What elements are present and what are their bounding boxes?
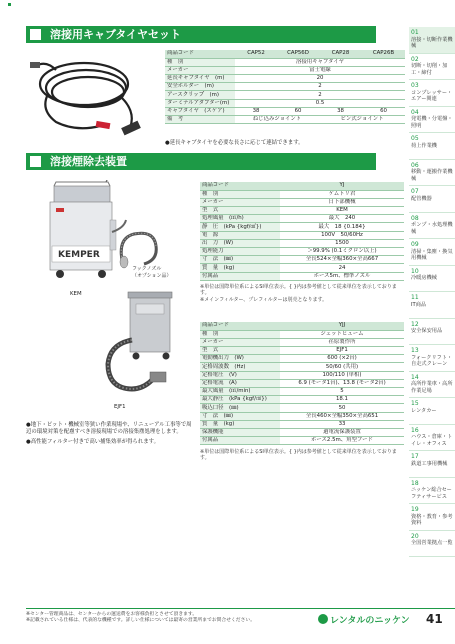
table-row: 種 別 溶接用キャブタイヤ [165, 58, 405, 66]
sidebar-item-13[interactable] [409, 345, 455, 372]
sidebar-item-07[interactable] [409, 186, 455, 213]
table-row: 出 力 (W) 1500 [200, 239, 404, 247]
sidebar-item-number: 17 [411, 453, 419, 460]
sidebar-item-number: 11 [411, 294, 419, 301]
sidebar-item-03[interactable] [409, 80, 455, 107]
page-number: 41 [426, 612, 443, 626]
footer-notes: ※センター管理商品は、センターからの運送費をお客様負担とさせて頂きます。 ※記載されている仕様は、代表的な機種です。詳しい仕様については最寄の営業所までお問合せください。 [26, 612, 255, 623]
sidebar-item-label: 切断・切削・加工・締付 [411, 63, 448, 76]
table-row: 型 式 EJF1 [200, 347, 404, 355]
table-row: 質 量 (kg) 33 [200, 420, 404, 428]
table-header-row: 商品コード YJ [200, 182, 404, 190]
sidebar-item-label: 配管機器 [411, 195, 432, 202]
section-title-cable-set [26, 26, 376, 43]
table-row: 保護機能 過電流保護装置 [200, 428, 404, 436]
sidebar-item-number: 02 [411, 55, 419, 63]
table-row: 種 別 ジェットヒューム [200, 330, 404, 338]
table-row: 備 考 ねじ込みジョイント ピン式ジョイント [165, 116, 405, 124]
table-row: 定格電流 (A) 6.9 (モータ1台)、13.8 (モータ2台) [200, 379, 404, 387]
sidebar-item-19[interactable] [409, 504, 455, 531]
sidebar-item-label: 資格・教育・参考資料 [411, 513, 453, 526]
table-row: 安全ホルダー (m) 2 [165, 83, 405, 91]
sidebar-item-15[interactable] [409, 398, 455, 425]
yjj-spec-table [200, 322, 404, 445]
yj-notes: ※単位は国際単位系によるSI単位表示。{ }内は参考値として従来単位を表示しております。 ※メインフィルター、プレフィルターは別売となります。 [200, 284, 397, 303]
sidebar-item-number: 14 [411, 373, 419, 381]
table-row: 最大風量 (㎥/min) 5 [200, 388, 404, 396]
table-header-row: 商品コード YJJ [200, 322, 404, 330]
sidebar-item-number: 09 [411, 241, 419, 248]
section-title-text: 溶接煙除去装置 [50, 155, 127, 168]
brand-logo: レンタルのニッケン [318, 614, 410, 627]
sidebar-item-label: コンプレッサー・エアー関連 [411, 89, 453, 102]
table-row: キャブタイヤ (スケア) 38 60 38 60 [165, 107, 405, 115]
svg-text:KEMPER: KEMPER [58, 250, 100, 260]
table-row: アースクリップ (m) 2 [165, 91, 405, 99]
sidebar-item-label: 高所作業車・高所作業足場 [411, 381, 453, 394]
sidebar-item-number: 15 [411, 400, 419, 407]
sidebar-item-number: 08 [411, 214, 419, 222]
sidebar-item-number: 19 [411, 506, 419, 513]
section-title-fume-extractor [26, 153, 376, 170]
section-title-text: 溶接用キャブタイヤセット [50, 28, 182, 41]
footer-divider [26, 608, 455, 609]
ejf-photo-area [100, 284, 198, 414]
nikken-logo-icon [318, 614, 328, 624]
table-row: 付属品 ホース2.5m、角型フード [200, 437, 404, 445]
sidebar-item-label: 鉄道工事用機械 [411, 460, 448, 467]
table-row: 電動機出力 (W) 600 (×2台) [200, 355, 404, 363]
table-row: メーカー 荏原製作所 [200, 338, 404, 346]
sidebar-item-16[interactable] [409, 425, 455, 452]
sidebar-item-number: 13 [411, 347, 419, 354]
sidebar-item-06[interactable] [409, 160, 455, 187]
sidebar-item-label: IT商品 [411, 301, 427, 308]
sidebar-item-04[interactable] [409, 107, 455, 134]
category-sidebar [409, 27, 455, 557]
sidebar-item-number: 04 [411, 108, 419, 116]
sidebar-item-label: 冷暖房機械 [411, 275, 437, 281]
yjj-notes: ※単位は国際単位系によるSI単位表示。{ }内は参考値として従来単位を表示しております。 [200, 449, 397, 462]
cable-set-note: ●延長キャブタイヤを必要な長さに応じて連結できます。 [165, 140, 304, 146]
sidebar-item-number: 03 [411, 82, 419, 89]
sidebar-item-label: 安全保安用品 [411, 328, 443, 334]
sidebar-item-label: フォークリフト・自走式クレーン [411, 354, 453, 367]
nozzle-label: フックノズル （オプション品） [132, 266, 172, 279]
cable-set-spec-table [165, 50, 405, 124]
sidebar-item-number: 16 [411, 426, 419, 434]
table-row: 静 圧 (kPa {kgf/㎠}) 最大 18 {0.184} [200, 223, 404, 231]
sidebar-item-label: ポンプ・水処理機械 [411, 222, 453, 235]
ejf-label: EJF1 [114, 404, 126, 410]
table-row: 処理能力 ＞99.9% (0.1ミクロン以上) [200, 248, 404, 256]
yj-spec-table [200, 182, 404, 281]
table-row: ターミナルアダプター(m) 0.5 [165, 99, 405, 107]
table-row: 型 式 KEM [200, 207, 404, 215]
sidebar-item-label: 移動・運搬作業機械 [411, 169, 453, 182]
sidebar-item-label: ハウス・倉庫・トイレ・オフィス [411, 434, 453, 447]
sidebar-item-number: 10 [411, 267, 419, 275]
table-row: 処理風量 (㎥/h) 最大 240 [200, 215, 404, 223]
sidebar-item-14[interactable] [409, 372, 455, 399]
sidebar-item-10[interactable] [409, 266, 455, 293]
sidebar-item-number: 07 [411, 188, 419, 195]
table-row: メーカー 日下部機械 [200, 198, 404, 206]
table-row: メーカー 富士電線 [165, 66, 405, 74]
sidebar-item-11[interactable] [409, 292, 455, 319]
sidebar-item-08[interactable] [409, 213, 455, 240]
sidebar-item-01[interactable] [409, 27, 455, 54]
table-row: 延長キャブタイヤ (m) 20 [165, 75, 405, 83]
fume-bullets: ●地下・ピット・機械室等狭い作業現場や、リニューアル工事等で周辺の環境対策を配慮すべき溶接現場での溶接集塵処理をします。 ●高性能フィルター付きで高い捕集効率が得られます。 [26, 422, 192, 445]
sidebar-item-number: 01 [411, 29, 419, 36]
sidebar-item-number: 18 [411, 479, 419, 487]
table-row: 最大静圧 (kPa {kgf/㎠}) 18.1 [200, 396, 404, 404]
sidebar-item-label: 全国営業拠点一覧 [411, 540, 453, 546]
table-header-row: 商品コード CAP52 CAP56D CAP28 CAP26B [165, 50, 405, 58]
sidebar-item-number: 20 [411, 532, 419, 540]
sidebar-item-20[interactable] [409, 531, 455, 558]
table-row: 寸 法 (㎜) 全長460×全幅350×全高651 [200, 412, 404, 420]
table-row: 質 量 (kg) 24 [200, 264, 404, 272]
sidebar-item-label: 溶接・切断作業機械 [411, 36, 453, 49]
sidebar-item-number: 05 [411, 135, 419, 142]
sidebar-item-17[interactable] [409, 451, 455, 478]
table-row: 種 別 ケムトリ君 [200, 190, 404, 198]
sidebar-item-12[interactable] [409, 319, 455, 346]
table-row: 吸込口径 (㎜) 50 [200, 404, 404, 412]
sidebar-item-09[interactable] [409, 239, 455, 266]
sidebar-item-label: 清掃・集塵・換気用機械 [411, 248, 453, 261]
cable-set-photo [26, 48, 162, 144]
table-row: 定格周波数 (Hz) 50/60 (共用) [200, 363, 404, 371]
sidebar-item-label: レンタカー [411, 407, 437, 414]
kem-label: KEM [70, 291, 82, 297]
sidebar-item-18[interactable] [409, 478, 455, 505]
sidebar-item-05[interactable] [409, 133, 455, 160]
sidebar-item-02[interactable] [409, 54, 455, 81]
table-row: 電 源 100V 50/60Hz [200, 231, 404, 239]
sidebar-item-label: ニッケン総合セーフティサービス [411, 487, 452, 500]
sidebar-item-number: 12 [411, 320, 419, 328]
corner-mark [8, 3, 11, 6]
table-row: 寸 法 (㎜) 全長524×全幅360×全高667 [200, 256, 404, 264]
sidebar-item-number: 06 [411, 161, 419, 169]
table-row: 付属品 ホース5m、標準ノズル [200, 272, 404, 280]
table-row: 定格電圧 (V) 100/110 (単相) [200, 371, 404, 379]
sidebar-item-label: 発電機・分電盤・照明 [411, 116, 453, 129]
sidebar-item-label: 荷上作業機 [411, 142, 437, 149]
